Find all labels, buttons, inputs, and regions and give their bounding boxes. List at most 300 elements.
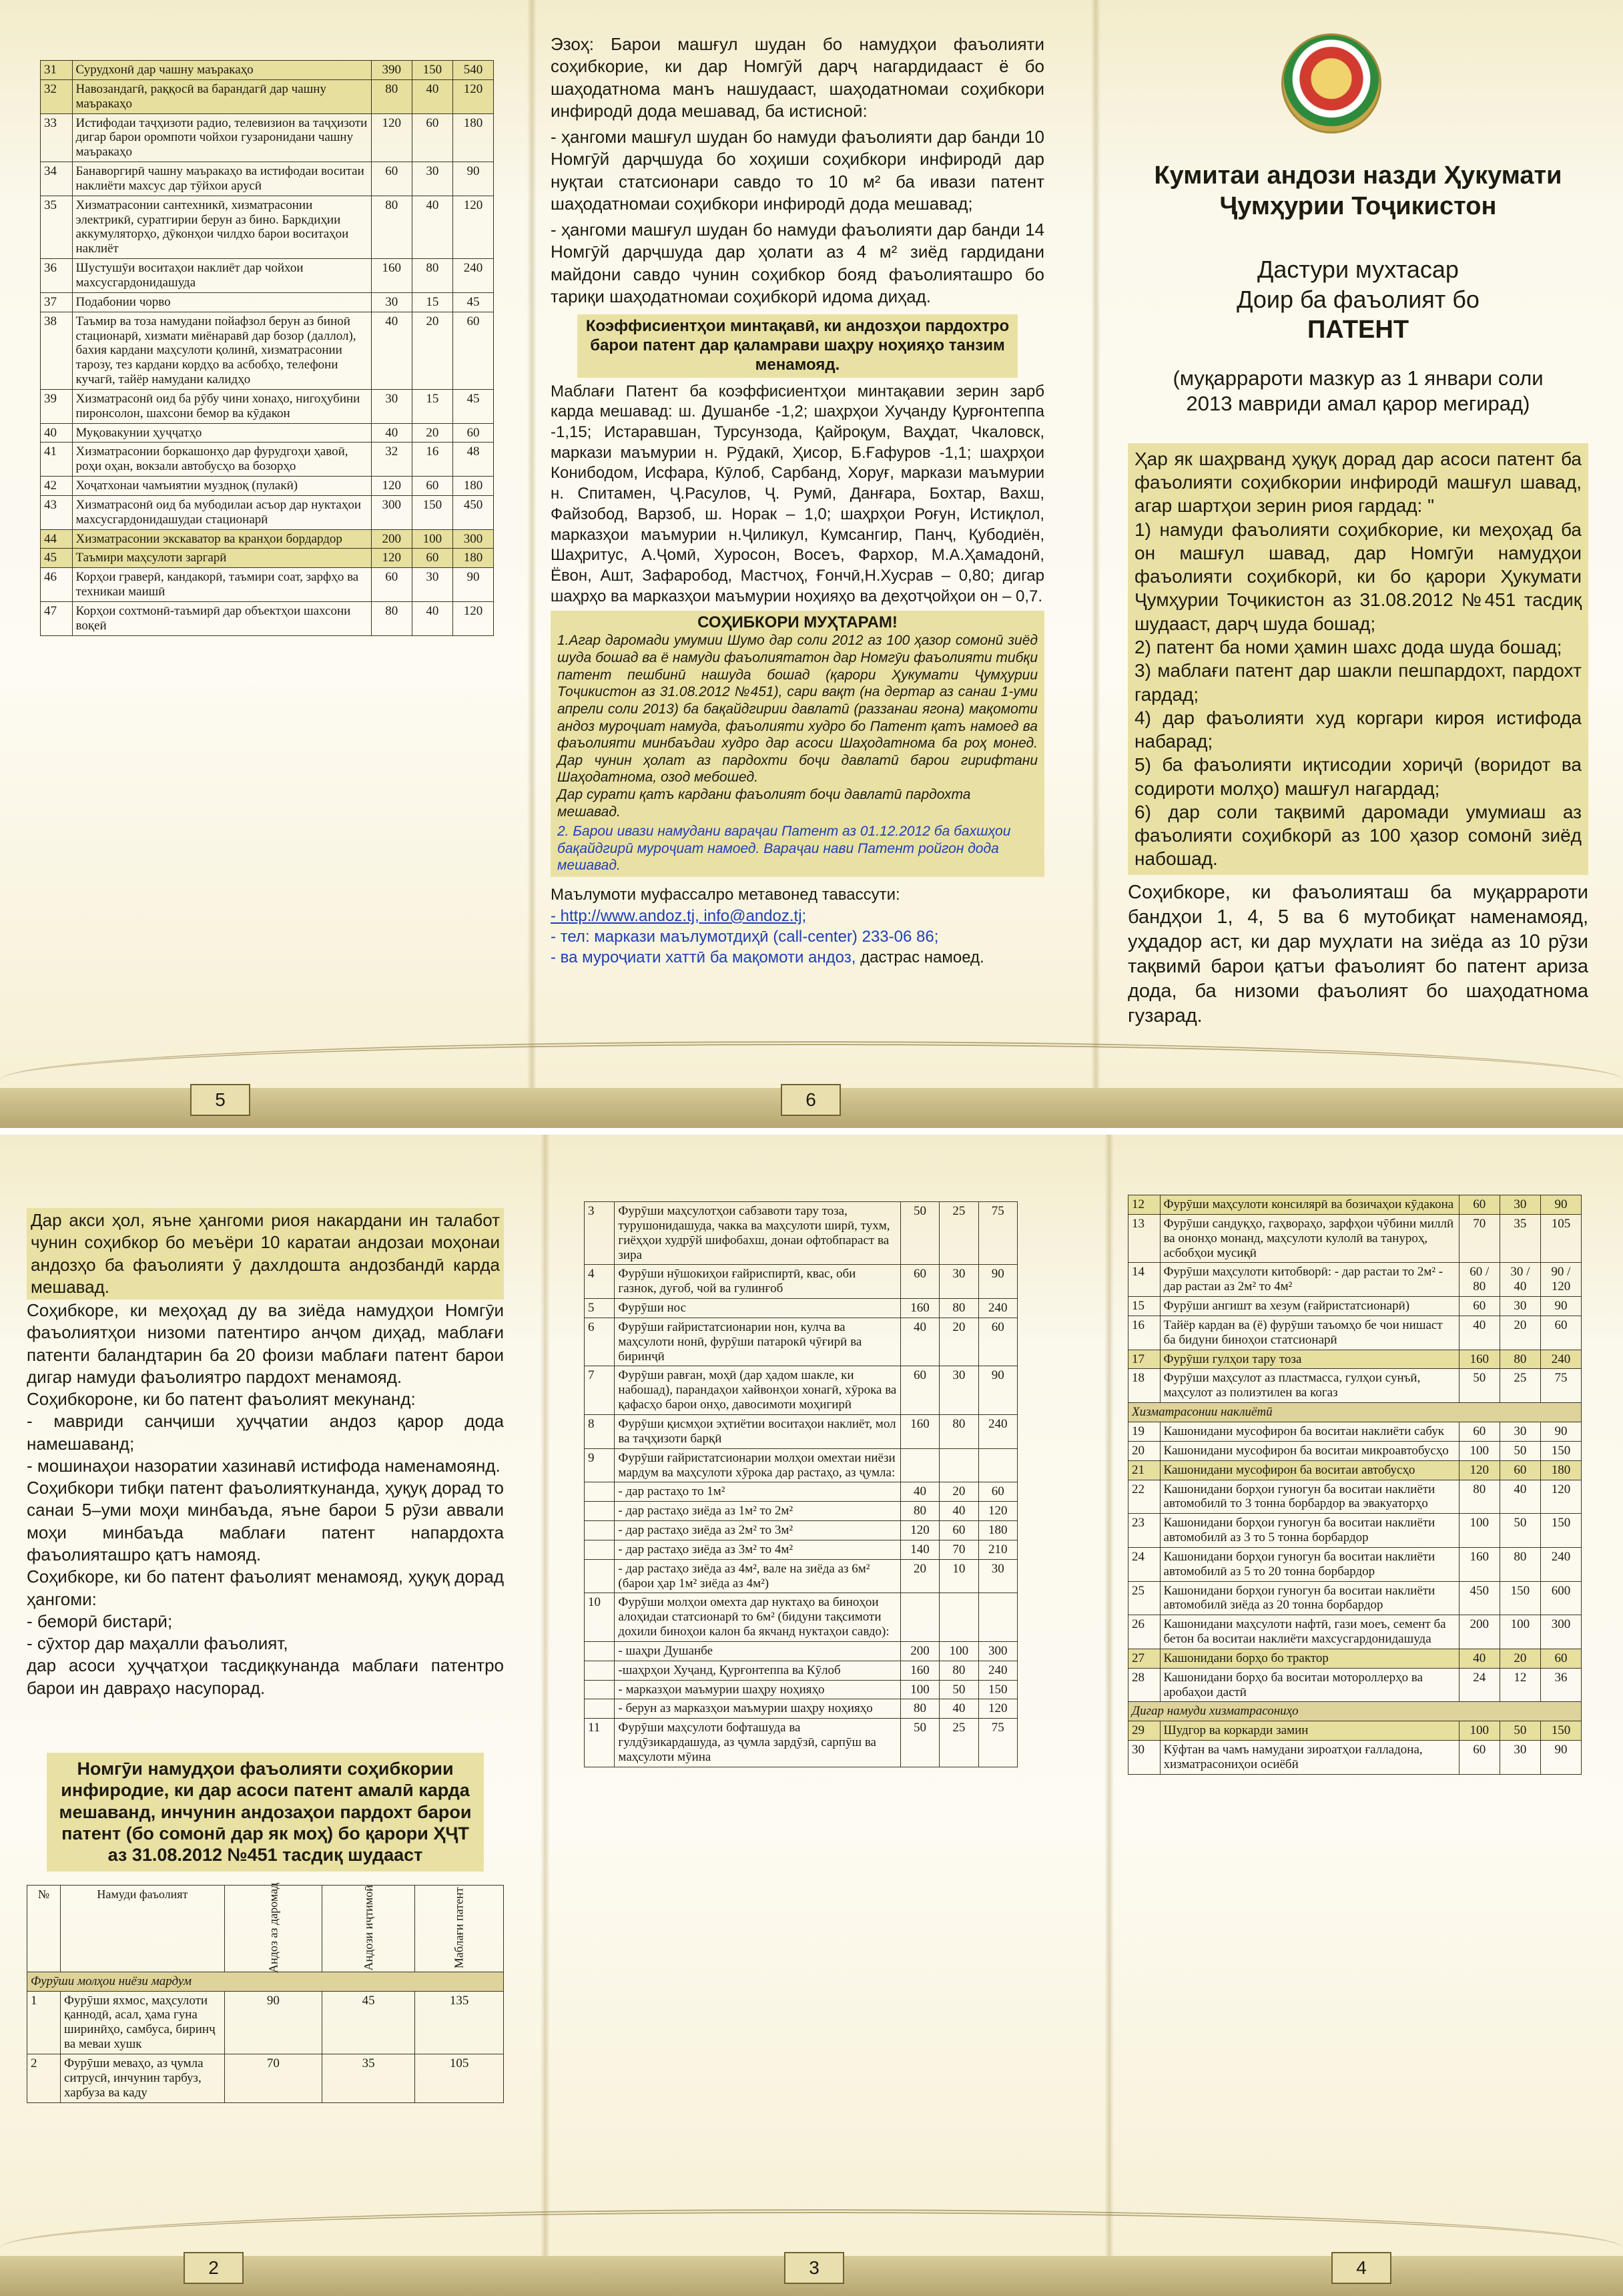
cell-social-tax: 20: [412, 312, 452, 389]
cell-social-tax: 100: [940, 1641, 978, 1661]
cell-income-tax: 450: [1459, 1581, 1500, 1615]
cell-number: 16: [1128, 1316, 1161, 1350]
cell-number: 13: [1128, 1214, 1161, 1263]
page-5-panel: [40, 60, 494, 1128]
table-row: [585, 1318, 1018, 1366]
para-bullet: - сӯхтор дар маҳалли фаъолият,: [27, 1633, 288, 1654]
cell-number: 44: [41, 529, 73, 549]
cell-number: [585, 1661, 615, 1680]
cell-income-tax: 60: [1459, 1422, 1500, 1441]
cell-patent-amount: 150: [978, 1680, 1017, 1699]
cell-activity: Кашонидани борҳои гуногун ба воситаи наклиёти автомобилӣ аз 5 то 20 тонна борбардор: [1160, 1547, 1459, 1581]
cell-activity: - шаҳри Душанбе: [615, 1641, 900, 1661]
cell-patent-amount: 240: [452, 259, 493, 293]
col-header-name: Намуди фаъолият: [60, 1885, 224, 1972]
fold-line: [1104, 1135, 1114, 2296]
cell-activity: Хизматрасонии сантехникӣ, хизматрасонии электрикӣ, суратгирии берун аз бино. Баркдиҳии аккумуляторҳо, дӯконҳои чилдхо барои воситаҳои наклиёт: [72, 196, 371, 258]
page-4-panel: [1128, 1195, 1582, 2296]
cell-income-tax: 40: [1459, 1316, 1500, 1350]
page-number: 6: [781, 1084, 841, 1116]
cell-activity: Хизматрасонии боркашонҳо дар фурудгоҳи ҳавоӣ, роҳи оҳан, вокзали автобусҳо ва бозорҳо: [72, 443, 371, 477]
cell-number: 1: [27, 1991, 61, 2054]
cell-activity: - дар растаҳо зиёда аз 3м² то 4м²: [615, 1540, 900, 1559]
cell-activity: Кашонидани борҳои гуногун ба воситаи наклиёти автомобилӣ то 3 тонна борбардор ва эвакуаторҳо: [1160, 1480, 1459, 1514]
table-group-row: [27, 1972, 504, 1991]
cell-patent-amount: 600: [1540, 1581, 1581, 1615]
cell-patent-amount: 300: [978, 1641, 1017, 1661]
cell-social-tax: 12: [1500, 1668, 1540, 1702]
table-row: [41, 602, 494, 636]
cell-number: 33: [41, 113, 73, 162]
cell-activity: Фурӯши ғайристатсионарии нон, кулча ва маҳсулоти нонӣ, фурӯши патарокӣ чӯғирӣ ва биринҷӣ: [615, 1318, 900, 1366]
cell-social-tax: 40: [412, 196, 452, 258]
table-row: [1128, 1514, 1582, 1548]
cell-social-tax: 20: [1500, 1316, 1540, 1350]
cell-income-tax: 40: [1459, 1649, 1500, 1668]
cell-income-tax: 50: [900, 1719, 939, 1767]
cell-patent-amount: [978, 1593, 1017, 1642]
cell-number: 22: [1128, 1480, 1161, 1514]
cell-number: 41: [41, 443, 73, 477]
conditions-intro: Ҳар як шаҳрванд ҳуқуқ дорад дар асоси патент ба фаъолияти соҳибкории инфиродӣ машғул шавад, агар шартҳои зерин риоя гардад: ": [1134, 448, 1582, 517]
cell-social-tax: 10: [940, 1559, 978, 1593]
cell-activity: Фурӯши маҳсулоти консилярӣ ва бозичаҳои кӯдакона: [1160, 1195, 1459, 1215]
cell-number: 15: [1128, 1297, 1161, 1316]
table-row: [41, 292, 494, 312]
cell-number: 45: [41, 549, 73, 568]
cell-income-tax: 60: [900, 1366, 939, 1415]
cell-activity: Кашонидани борҳо ба воситаи мотороллерҳо ва аробаҳои дастӣ: [1160, 1668, 1459, 1702]
table-row: [41, 389, 494, 423]
table-row: [41, 79, 494, 113]
cell-activity: Фурӯши молҳои омехта дар нуктаҳо ва биноҳои алоҳидаи статсионарӣ то 6м² (бидуни тақсимоти дохили биноҳои калон ба якчанд нуктаҳои савдо):: [615, 1593, 900, 1642]
cell-income-tax: 60: [1459, 1195, 1500, 1215]
cell-patent-amount: 300: [1540, 1615, 1581, 1649]
cell-social-tax: 60: [412, 477, 452, 496]
table-row: [1128, 1422, 1582, 1441]
cell-number: 19: [1128, 1422, 1161, 1441]
cell-income-tax: 120: [371, 113, 412, 162]
table-row: [1128, 1668, 1582, 1702]
cell-number: 18: [1128, 1369, 1161, 1403]
cell-social-tax: 80: [412, 259, 452, 293]
cell-social-tax: 50: [1500, 1514, 1540, 1548]
cell-activity: Истифодаи таҷҳизоти радио, телевизион ва таҷҳизоти дигар барои оромпоти чойхои гузаронидани чашну маъракаҳо: [72, 113, 371, 162]
cell-social-tax: 60: [940, 1521, 978, 1540]
cell-patent-amount: 30: [978, 1559, 1017, 1593]
cell-number: 2: [27, 2054, 61, 2103]
para-bullet: - беморӣ бистарӣ;: [27, 1611, 173, 1631]
cell-activity: Подабонии чорво: [72, 292, 371, 312]
cell-income-tax: 90: [224, 1991, 322, 2054]
cell-activity: Хизматрасонӣ оид ба мубодилаи асъор дар нуктаҳои махсусгардонидашудаи стационарӣ: [72, 495, 371, 529]
sheet-gap: [0, 1128, 1623, 1135]
table-row: [585, 1661, 1018, 1680]
table-row: [27, 1991, 504, 2054]
cell-number: 8: [585, 1414, 615, 1448]
cell-income-tax: 40: [371, 423, 412, 443]
table-row: [1128, 1702, 1582, 1721]
cover-subtitle: (муқаррароти мазкур аз 1 январи соли 2013 мавриди амал қарор мегирад): [1173, 366, 1544, 416]
cell-social-tax: 50: [1500, 1441, 1540, 1460]
cell-social-tax: 40: [412, 602, 452, 636]
cell-social-tax: 20: [412, 423, 452, 443]
table-row: [1128, 1480, 1582, 1514]
cell-income-tax: 60: [371, 568, 412, 602]
cell-income-tax: 80: [900, 1699, 939, 1719]
cell-patent-amount: 90: [1540, 1741, 1581, 1775]
cell-social-tax: 30 / 40: [1500, 1263, 1540, 1297]
cell-number: 34: [41, 162, 73, 196]
cell-patent-amount: [978, 1448, 1017, 1482]
cell-income-tax: 120: [371, 549, 412, 568]
cell-number: 38: [41, 312, 73, 389]
written-contact: [551, 947, 1044, 968]
table-row: [41, 196, 494, 258]
cell-number: 25: [1128, 1581, 1161, 1615]
website-link[interactable]: - http://www.andoz.tj, info@andoz.tj;: [551, 906, 807, 925]
cell-number: 47: [41, 602, 73, 636]
cell-income-tax: 80: [371, 196, 412, 258]
cell-income-tax: 60: [371, 162, 412, 196]
cell-patent-amount: 120: [1540, 1480, 1581, 1514]
cell-income-tax: 32: [371, 443, 412, 477]
cell-number: [585, 1502, 615, 1521]
table-row: [1128, 1721, 1582, 1741]
cell-social-tax: 30: [940, 1265, 978, 1299]
fold-line: [527, 0, 537, 1128]
cell-number: 29: [1128, 1721, 1161, 1741]
cell-patent-amount: 60: [978, 1318, 1017, 1366]
cell-income-tax: 60: [900, 1265, 939, 1299]
cell-activity: Кашонидани мусофирон ба воситаи микроавтобусҳо: [1160, 1441, 1459, 1460]
cell-income-tax: 200: [1459, 1615, 1500, 1649]
col-header-income-tax-text: Андоз аз даромад: [266, 1882, 280, 1973]
notice-text: 2. Барои ивази намудани вараҷаи Патент аз 01.12.2012 ба бахшҳои бақайдгирӣ муроҷиат намоед. Вараҷаи нави Патент ройгон дода мешавад.: [557, 824, 1011, 874]
cell-patent-amount: 45: [452, 389, 493, 423]
notice-box: [551, 611, 1044, 877]
cell-social-tax: 60: [1500, 1460, 1540, 1480]
table-row: [585, 1502, 1018, 1521]
cell-income-tax: 160: [900, 1299, 939, 1318]
table-row: [41, 61, 494, 80]
cell-income-tax: 300: [371, 495, 412, 529]
table-row: [1128, 1460, 1582, 1480]
table-row: [1128, 1581, 1582, 1615]
cell-income-tax: 80: [371, 79, 412, 113]
note-bullet: - ҳангоми машғул шудан бо намуди фаъолияти дар банди 10 Номгӯй дарҷшуда бо хоҳиши соҳибкори инфиродӣ дар нуқтаи статсионари савдо то 10 м² ба ивази патент шаҳодатномаи соҳибкори инфиродӣ дода мешавад;: [551, 127, 1044, 214]
cell-activity: Фурӯши меваҳо, аз ҷумла ситрусӣ, инчунин тарбуз, харбуза ва каду: [60, 2054, 224, 2103]
cell-activity: Кашонидани мусофирон ба воситаи автобусҳо: [1160, 1460, 1459, 1480]
table-row: [585, 1366, 1018, 1415]
cell-activity: Банаворгирӣ чашну маъракаҳо ва истифодаи воситаи наклиёти махсус дар тӯйхои арусӣ: [72, 162, 371, 196]
coef-title: Коэффисиентҳои минтақавӣ, ки андозҳои пардохтро барои патент дар қаламрави шаҳру ноҳияҳо танзим менамояд.: [577, 314, 1018, 377]
para-text: Соҳибкори тибқи патент фаъолияткунанда, ҳуқуқ дорад то санаи 5–уми моҳи минбаъда, яъне барои 5 рӯзи аввали моҳи минбаъда маблағи патент напардохта фаъолияташро қатъ намояд.: [27, 1478, 504, 1564]
cover-title-main: ПАТЕНТ: [1307, 315, 1409, 344]
cell-number: [585, 1540, 615, 1559]
cell-number: 23: [1128, 1514, 1161, 1548]
cell-activity: Хоҷатхонаи чамъиятии муздноқ (пулакӣ): [72, 477, 371, 496]
table-row: [41, 568, 494, 602]
activity-table-page3: [584, 1201, 1018, 1767]
cell-patent-amount: 240: [978, 1299, 1017, 1318]
table-row: [585, 1699, 1018, 1719]
cell-patent-amount: 180: [452, 113, 493, 162]
cell-social-tax: 30: [940, 1366, 978, 1415]
table-row: [585, 1202, 1018, 1265]
cell-activity: Фурӯши яхмос, маҳсулоти қаннодӣ, асал, ҳама гуна ширинӣҳо, самбуса, биринҷ ва меваи хушк: [60, 1991, 224, 2054]
cell-activity: Кашонидани мусофирон ба воситаи наклиёти сабук: [1160, 1422, 1459, 1441]
table-row: [1128, 1263, 1582, 1297]
cell-social-tax: 50: [940, 1680, 978, 1699]
page-2-panel: [27, 1208, 504, 2296]
cell-social-tax: 40: [1500, 1480, 1540, 1514]
cell-income-tax: 30: [371, 292, 412, 312]
activity-table-page5: [40, 60, 494, 636]
cell-income-tax: 70: [224, 2054, 322, 2103]
notice-text: Дар сурати қатъ кардани фаъолият боҷи давлатӣ пардохта мешавад.: [557, 786, 971, 820]
table-row: [1128, 1741, 1582, 1775]
table-row: [1128, 1547, 1582, 1581]
cell-social-tax: [940, 1593, 978, 1642]
cell-activity: Фурӯши сандуқҳо, гаҳвораҳо, зарфҳои чӯбини миллӣ ва ононҳо монанд, маҳсулоти кулолӣ ва тануроҳ, асбобҳои мусиқӣ: [1160, 1214, 1459, 1263]
cell-patent-amount: 90: [1540, 1422, 1581, 1441]
table-row: [1128, 1649, 1582, 1668]
cell-social-tax: 60: [412, 113, 452, 162]
cell-patent-amount: 90: [1540, 1297, 1581, 1316]
para-text: Дар акси ҳол, яъне ҳангоми риоя накардани ин талабот чунин соҳибкор бо меъёри 10 каратаи андозаи моҳонаи андозҳо ба фаъолияти ӯ дахлдошта андозбандӣ карда мешавад.: [27, 1208, 504, 1300]
cell-patent-amount: 240: [978, 1414, 1017, 1448]
table-row: [1128, 1195, 1582, 1215]
cell-activity: Фурӯши маҳсулотҳои сабзавоти тару тоза, турушонидашуда, чакка ва маҳсулоти ширӣ, тухм, гиёҳҳои худрӯй шифобахш, донаи офтобпараст ва зира: [615, 1202, 900, 1265]
table-row: [41, 477, 494, 496]
cell-activity: -шаҳрҳои Хуҷанд, Қурғонтеппа ва Кӯлоб: [615, 1661, 900, 1680]
condition-item: 1) намуди фаъолияти соҳибкорие, ки меҳоҳад ба он машғул шавад, дар Номгӯи намудҳои фаъолияти соҳибкорӣ, ки бо қарори Ҳукумати Ҷумҳурии Тоҷикистон аз 31.08.2012 №451 тасдиқ шудааст, дарҷ шуда бошад;: [1134, 519, 1582, 634]
table-row: [1128, 1316, 1582, 1350]
cell-social-tax: 80: [940, 1414, 978, 1448]
cell-social-tax: 45: [322, 1991, 415, 2054]
cell-social-tax: 80: [940, 1299, 978, 1318]
table-row: [1128, 1369, 1582, 1403]
cell-activity: Кашонидани маҳсулоти нафтӣ, гази моеъ, семент ба бетон ба воситаи наклиёти махсусгардонидашуда: [1160, 1615, 1459, 1649]
table-row: [1128, 1441, 1582, 1460]
cell-patent-amount: 60: [452, 423, 493, 443]
cell-income-tax: 50: [1459, 1369, 1500, 1403]
cell-number: 12: [1128, 1195, 1161, 1215]
cell-income-tax: 160: [900, 1414, 939, 1448]
written-contact-tail: дастрас намоед.: [860, 948, 984, 967]
cell-income-tax: 100: [1459, 1441, 1500, 1460]
cell-social-tax: 35: [322, 2054, 415, 2103]
col-header-social-tax-text: Андози иҷтимоӣ: [361, 1885, 375, 1971]
cell-number: [585, 1699, 615, 1719]
cell-patent-amount: 90: [452, 568, 493, 602]
col-header-income-tax: [224, 1882, 322, 1973]
cell-income-tax: 40: [371, 312, 412, 389]
notice-title: СОҲИБКОРИ МУҲТАРАМ!: [697, 613, 898, 632]
cell-social-tax: 150: [1500, 1581, 1540, 1615]
bottom-sheet: [0, 1135, 1623, 2296]
table-row: [1128, 1214, 1582, 1263]
cell-patent-amount: 45: [452, 292, 493, 312]
cell-income-tax: 140: [900, 1540, 939, 1559]
condition-item: 6) дар соли тақвимӣ даромади умумиаш аз фаъолияти соҳибкорӣ аз 100 ҳазор сомонӣ зиёд набошад.: [1134, 801, 1582, 870]
group-label: Хизматрасонии наклиётӣ: [1128, 1403, 1582, 1422]
cell-patent-amount: 150: [1540, 1514, 1581, 1548]
table-row: [585, 1299, 1018, 1318]
cell-income-tax: 120: [371, 477, 412, 496]
cell-number: 31: [41, 61, 73, 80]
cell-number: 42: [41, 477, 73, 496]
cell-social-tax: 20: [1500, 1649, 1540, 1668]
cell-number: 46: [41, 568, 73, 602]
cell-income-tax: 24: [1459, 1668, 1500, 1702]
condition-item: 5) ба фаъолияти иқтисодии хориҷӣ (воридот ва содироти молҳо) машғул нагардад;: [1134, 754, 1582, 799]
cell-income-tax: 120: [900, 1521, 939, 1540]
table-row: [1128, 1403, 1582, 1422]
cell-social-tax: 15: [412, 292, 452, 312]
cell-income-tax: 80: [371, 602, 412, 636]
cell-patent-amount: 135: [415, 1991, 504, 2054]
cell-number: 11: [585, 1719, 615, 1767]
col-header-no: №: [27, 1885, 61, 1972]
table-row: [41, 423, 494, 443]
group-label: Дигар намуди хизматрасониҳо: [1128, 1702, 1582, 1721]
cell-activity: Корҳои сохтмонӣ-таъмирӣ дар объектҳои шахсони воқеӣ: [72, 602, 371, 636]
cell-social-tax: 30: [1500, 1195, 1540, 1215]
cell-number: 32: [41, 79, 73, 113]
table-row: [41, 113, 494, 162]
cell-patent-amount: 60: [452, 312, 493, 389]
cell-activity: Кӯфтан ва чамъ намудани зироатҳои ғалладона, хизматрасониҳои осиёбӣ: [1160, 1741, 1459, 1775]
cell-activity: Фурӯши нӯшокиҳои ғайриспиртӣ, квас, оби газнок, дуғоб, чой ва гулинғоб: [615, 1265, 900, 1299]
contact-intro: Маълумоти муфассалро метавонед тавассути:: [551, 886, 900, 904]
cell-activity: - дар растаҳо зиёда аз 1м² то 2м²: [615, 1502, 900, 1521]
cell-activity: - дар растаҳо то 1м²: [615, 1482, 900, 1502]
cell-social-tax: 100: [412, 529, 452, 549]
para-text: Соҳибкороне, ки бо патент фаъолият мекунанд:: [27, 1389, 416, 1410]
coef-text: Маблағи Патент ба коэффисиентҳои минтақавии зерин зарб карда мешавад: ш. Душанбе -1,2; шаҳрҳои Хуҷанду Қурғонтеппа -1,15; Истаравшан, Турсунзода, Қайроқум, Ваҳдат, Чкаловск, маркази маъмурии н. Рӯдакӣ, Ҳисор, Б.Ғафуров -1,1; шаҳрҳои Конибодом, Исфара, Кӯлоб, Сарбанд, Хоруғ, маркази маъмурии н. Спитамен, Ҷ.Расулов, Ҷ. Румӣ, Данғара, Бохтар, Вахш, Файзобод, Варзоб, ш. Норак – 1,0; шаҳрҳои Роғун, Истиқлол, марказҳои маъмурии н.Ҷиликул, Кумсангир, Панҷ, Қубодиён, Шаҳритус, А.Ҷомӣ, Хуросон, Восеъ, Фархор, М.А.Ҳамадонӣ, Ёвон, Ашт, Зафаробод, Мастчоҳ, Ғончӣ,Н.Хусрав – 0,80; дигар шаҳрҳо ва марказҳои маъмурии ноҳияҳо ва деҳотҷойҳои он – 0,7.: [551, 382, 1044, 605]
cell-social-tax: 40: [940, 1699, 978, 1719]
cell-patent-amount: 240: [1540, 1350, 1581, 1369]
fold-line: [1091, 0, 1100, 1128]
cell-activity: Фурӯши маҳсулот аз пластмасса, гулҳои сунъӣ, маҳсулот аз полиэтилен ва когаз: [1160, 1369, 1459, 1403]
cover-title: Доир ба фаъолият бо: [1237, 285, 1480, 313]
cell-activity: Кашонидани борҳои гуногун ба воситаи наклиёти автомобилӣ зиёда аз 20 тонна борбардор: [1160, 1581, 1459, 1615]
state-emblem-icon: [1281, 33, 1381, 133]
cell-income-tax: 60: [1459, 1741, 1500, 1775]
cell-number: 3: [585, 1202, 615, 1265]
cell-number: 21: [1128, 1460, 1161, 1480]
cell-number: 14: [1128, 1263, 1161, 1297]
cell-income-tax: [900, 1448, 939, 1482]
cell-activity: Фурӯши маҳсулоти китобворӣ: - дар растаи то 2м² - дар растаи аз 2м² то 4м²: [1160, 1263, 1459, 1297]
table-row: [585, 1680, 1018, 1699]
cell-number: 5: [585, 1299, 615, 1318]
cover-panel: [1128, 160, 1588, 1128]
table-row: [585, 1641, 1018, 1661]
para-text: дар асоси ҳуҷҷатҳои тасдиқкунанда маблағи патентро барои ин давраҳо насупорад.: [27, 1655, 504, 1698]
cell-patent-amount: 105: [415, 2054, 504, 2103]
condition-item: 4) дар фаъолияти худ коргари кироя истифода набарад;: [1134, 707, 1582, 752]
cell-activity: Таъмир ва тоза намудани пойафзол берун аз биноӣ стационарӣ, хизмати миёнаравӣ дар бозор (даллол), бахия кардани маҳсулоти қолинӣ, хизматрасонии тарозу, тез кардани кордҳо ва асбобҳо, телефони кучагӣ, тайёр намудани калидҳо: [72, 312, 371, 389]
table-row: [41, 529, 494, 549]
cell-number: 36: [41, 259, 73, 293]
para-bullet: - мавриди санҷиши ҳуҷҷатии андоз қарор дода намешаванд;: [27, 1411, 504, 1454]
cell-number: 37: [41, 292, 73, 312]
cell-income-tax: 80: [900, 1502, 939, 1521]
cell-number: 35: [41, 196, 73, 258]
page-number: 4: [1331, 2252, 1391, 2284]
cell-social-tax: 30: [412, 162, 452, 196]
col-header-patent-amount: [415, 1885, 504, 1972]
cell-number: 17: [1128, 1350, 1161, 1369]
cell-activity: Тайёр кардан ва (ё) фурӯши таъомҳо бе чои нишаст ба бидуни биноҳои статсионарӣ: [1160, 1316, 1459, 1350]
cell-social-tax: 70: [940, 1540, 978, 1559]
cell-activity: Фурӯши ғайристатсионарии молҳои омехтаи ниёзи мардум ва маҳсулоти хӯрока дар растаҳо, аз ҷумла:: [615, 1448, 900, 1482]
cell-activity: Хизматрасонӣ оид ба рӯбу чини хонаҳо, нигоҳубини пиронсолон, шахсони бемор ва кӯдакон: [72, 389, 371, 423]
cell-activity: - марказҳои маъмурии шаҳру ноҳияҳо: [615, 1680, 900, 1699]
cell-social-tax: 150: [412, 61, 452, 80]
cell-patent-amount: 210: [978, 1540, 1017, 1559]
notice-text: 1.Агар даромади умумии Шумо дар соли 2012 аз 100 ҳазор сомонӣ зиёд шуда бошад ва ё намуди фаъолиятатон дар Номгӯи фаъолияти тибқи патент пешбинӣ нашуда бошад (қарори Ҳукумати Ҷумҳурии Тоҷикистон аз 31.08.2012 №451), сари вақт (на дертар аз санаи 1-уми апрели соли 2013) ба бақайдгирии давлатӣ (раззанаи ягона) мақомоти андоз муроҷиат намуда, фаъолияти худро бо Патент қатъ намоед ва фаъолияти минбаъдаи худро дар асоси Шаҳодатнома ба роҳ монед. Дар чунин ҳолат аз пардохти боҷи давлатӣ барои гирифтани Шаҳодатнома, озод мебошед.: [557, 633, 1038, 786]
cell-patent-amount: 90: [978, 1366, 1017, 1415]
cell-social-tax: 100: [1500, 1615, 1540, 1649]
condition-item: 2) патент ба номи ҳамин шахс дода шуда бошад;: [1134, 636, 1562, 657]
cell-social-tax: 80: [1500, 1547, 1540, 1581]
fold-line: [541, 1135, 550, 2296]
cell-income-tax: 20: [900, 1559, 939, 1593]
cell-number: [585, 1641, 615, 1661]
cell-patent-amount: 300: [452, 529, 493, 549]
para-text: Соҳибкоре, ки бо патент фаъолият менамояд, ҳуқуқ дорад ҳангоми:: [27, 1566, 504, 1609]
cell-social-tax: 35: [1500, 1214, 1540, 1263]
cell-patent-amount: 36: [1540, 1668, 1581, 1702]
cell-activity: Фурӯши қисмҳои эҳтиётии воситаҳои наклиёт, мол ва таҷҳизоти барқӣ: [615, 1414, 900, 1448]
cell-activity: Фурӯши гулҳои тару тоза: [1160, 1350, 1459, 1369]
cell-patent-amount: 48: [452, 443, 493, 477]
cell-activity: Корҳои граверӣ, кандакорӣ, таъмири соат, зарфҳо ва техникаи маишӣ: [72, 568, 371, 602]
cell-activity: Кашонидани борҳои гуногун ба воситаи наклиёти автомобилӣ аз 3 то 5 тонна борбардор: [1160, 1514, 1459, 1548]
table-row: [27, 2054, 504, 2103]
cell-income-tax: 100: [1459, 1721, 1500, 1741]
cell-patent-amount: 120: [452, 79, 493, 113]
cell-income-tax: 160: [1459, 1547, 1500, 1581]
cell-income-tax: 40: [900, 1318, 939, 1366]
cell-number: 40: [41, 423, 73, 443]
table-row: [41, 495, 494, 529]
cell-number: 26: [1128, 1615, 1161, 1649]
col-header-social-tax: [322, 1885, 415, 1972]
top-sheet: [0, 0, 1623, 1128]
table-row: [585, 1521, 1018, 1540]
cell-income-tax: 100: [900, 1680, 939, 1699]
cell-income-tax: 120: [1459, 1460, 1500, 1480]
page-3-panel: [584, 1201, 1018, 2296]
cell-income-tax: 160: [1459, 1350, 1500, 1369]
cell-activity: Муқовакунии ҳуҷҷатҳо: [72, 423, 371, 443]
cell-number: 27: [1128, 1649, 1161, 1668]
cell-number: 39: [41, 389, 73, 423]
cell-number: 43: [41, 495, 73, 529]
table-row: [585, 1540, 1018, 1559]
note-intro: Эзоҳ: Барои машғул шудан бо намудҳои фаъолияти соҳибкорие, ки дар Номгӯй дарҷ нагардидааст ё бо шаҳодатнома манъ нашудааст, шаҳодатномаи соҳибкори инфиродӣ дода мешавад, ба истисноӣ:: [551, 34, 1044, 121]
cell-patent-amount: 105: [1540, 1214, 1581, 1263]
cell-patent-amount: 75: [978, 1719, 1017, 1767]
condition-item: 3) маблағи патент дар шакли пешпардохт, пардохт гардад;: [1134, 660, 1582, 705]
cell-income-tax: 50: [900, 1202, 939, 1265]
group-label: Фурӯши молҳои ниёзи мардум: [27, 1972, 504, 1991]
